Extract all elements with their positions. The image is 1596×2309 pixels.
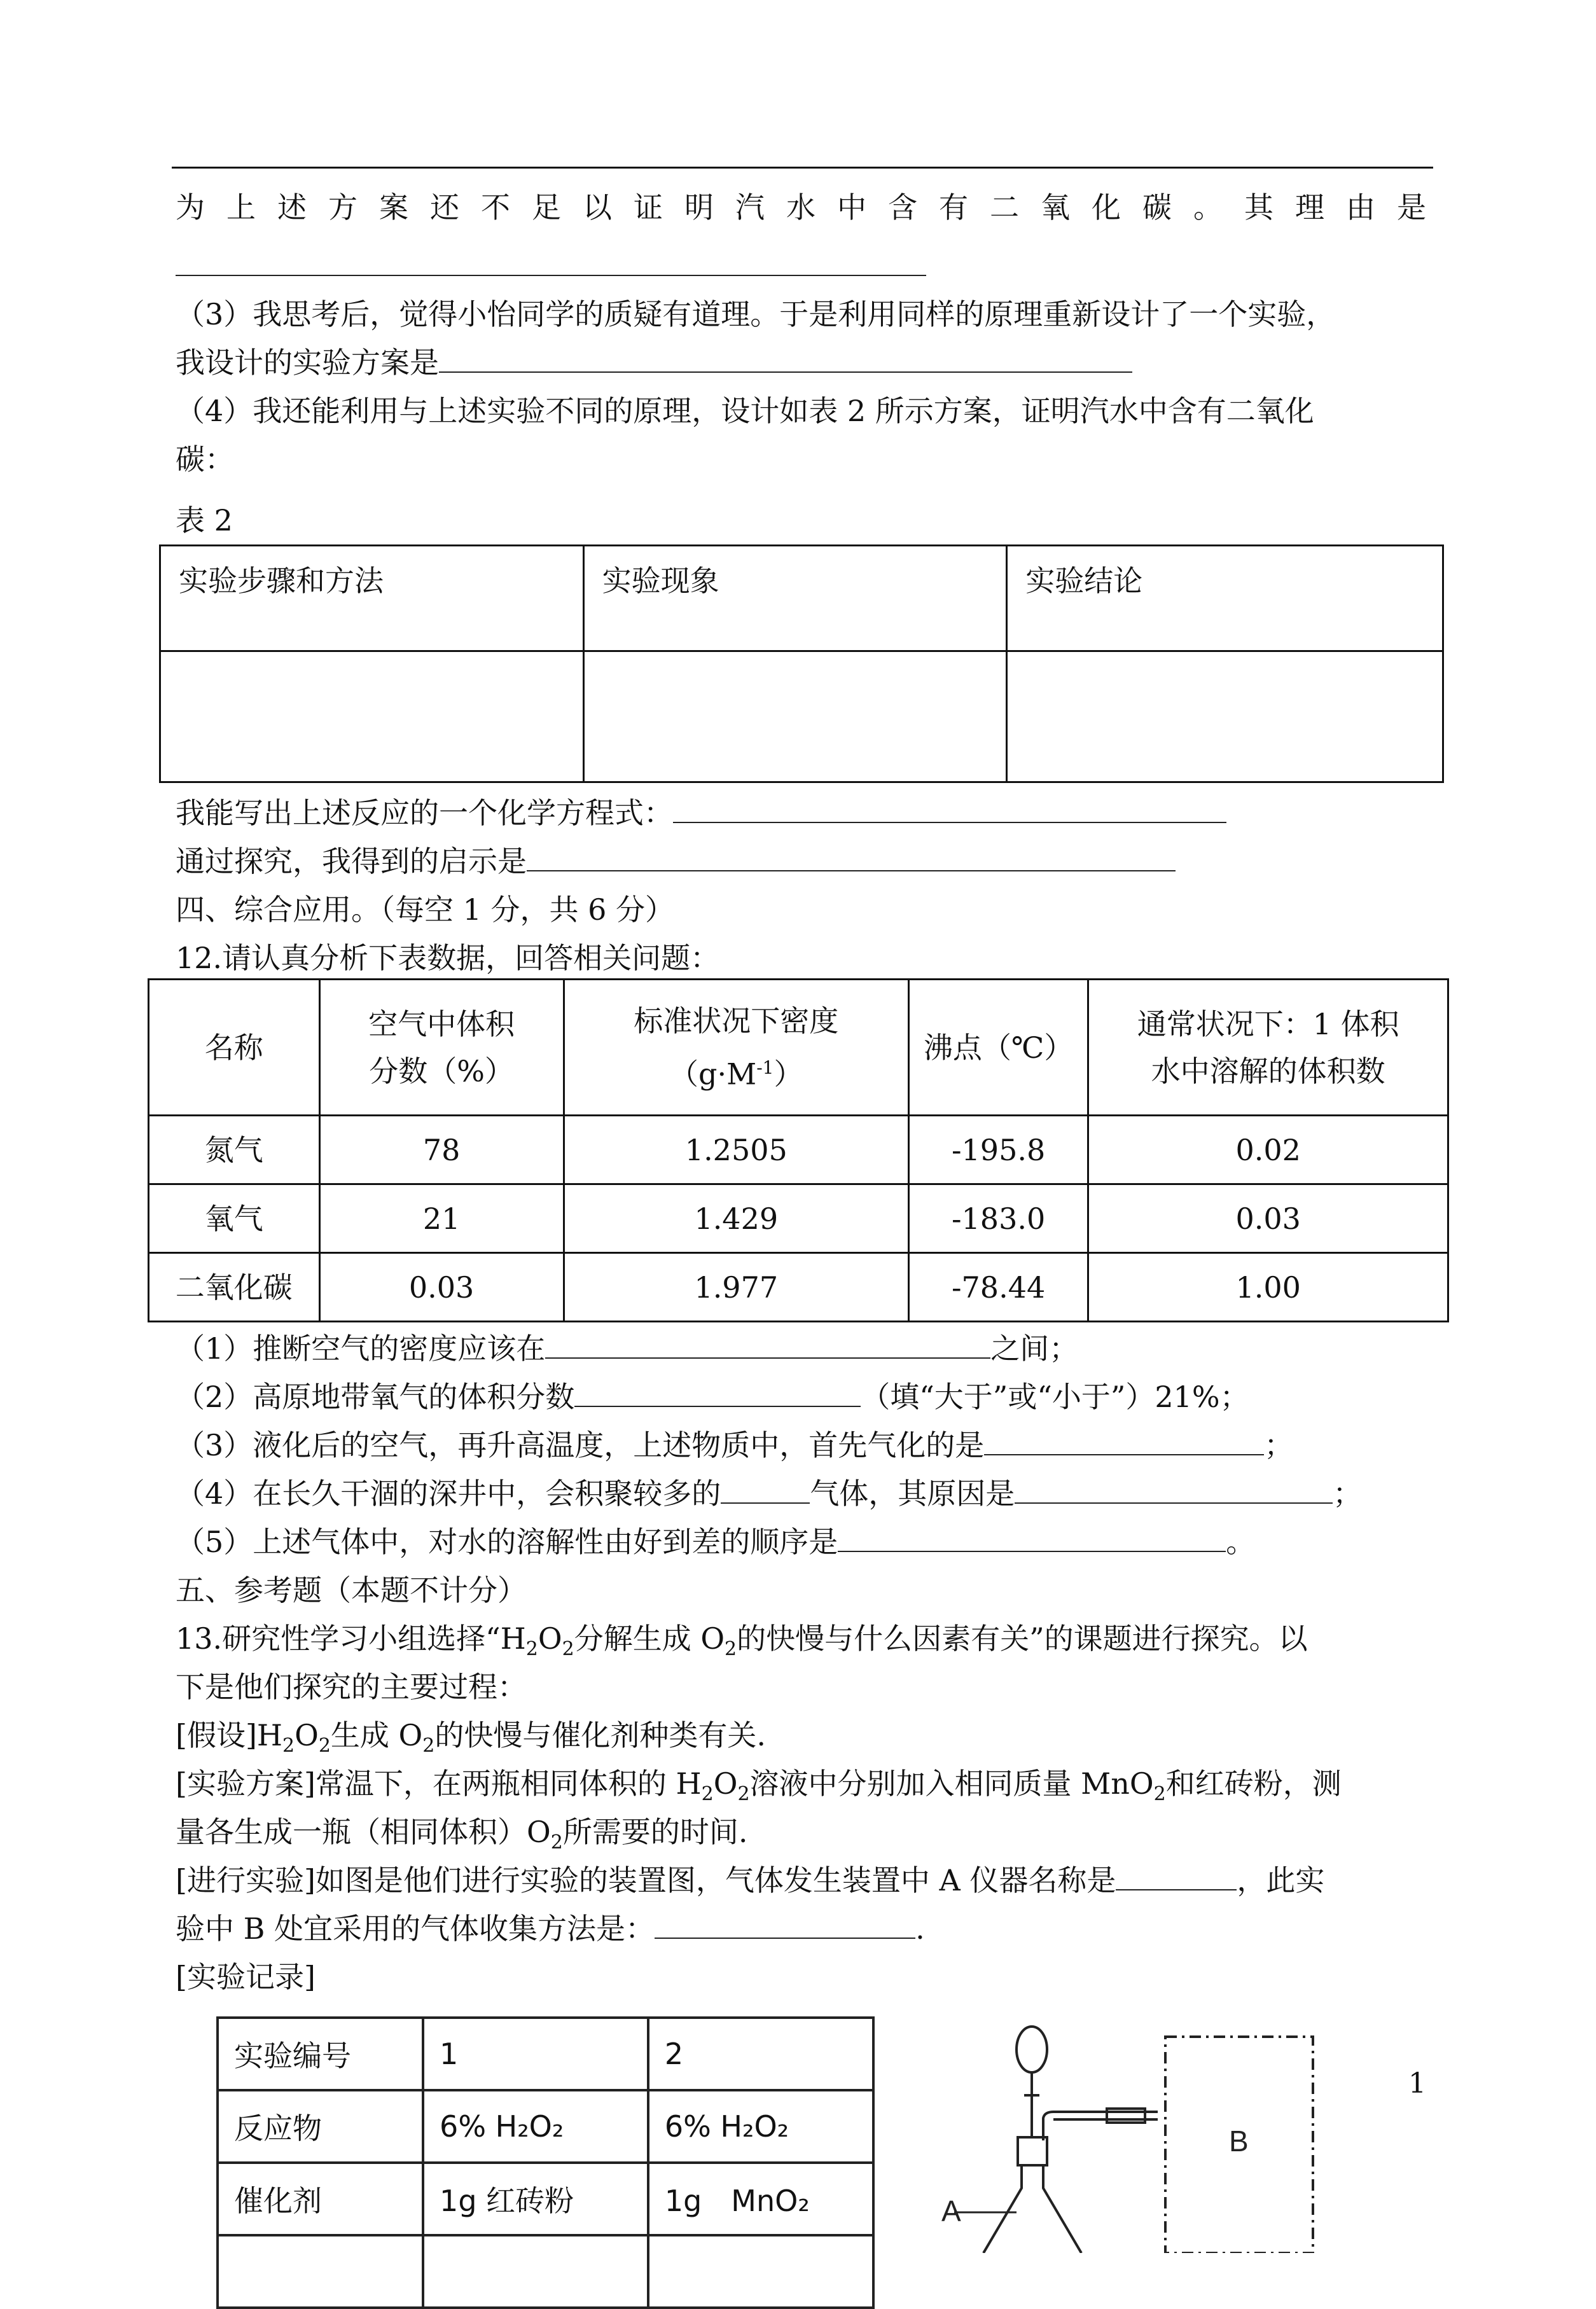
row-density: 1.977 [564, 1253, 908, 1322]
record-label: 反应物 [218, 2090, 423, 2163]
row-volume: 21 [319, 1184, 564, 1253]
table2-cell-blank[interactable] [583, 651, 1007, 782]
row-density: 1.2505 [564, 1116, 908, 1184]
flask-left-wall [983, 2165, 1022, 2253]
table-row [149, 1253, 1448, 1322]
equation-line: 我能写出上述反应的一个化学方程式： [176, 789, 1226, 837]
gas-data-table [148, 978, 1449, 1322]
table-row [149, 1184, 1448, 1253]
table2-cell-blank[interactable] [1007, 651, 1443, 782]
row-boiling: -183.0 [908, 1184, 1088, 1253]
experiment-record-table [216, 2016, 875, 2309]
answer-blank[interactable] [527, 841, 1176, 871]
table2-title: 表 2 [176, 503, 233, 537]
table2-header-conclusion: 实验结论 [1007, 546, 1443, 651]
table2-cell-blank[interactable] [160, 651, 584, 782]
row-volume: 78 [319, 1116, 564, 1184]
answer-blank[interactable] [574, 1376, 861, 1407]
row-name: 二氧化碳 [149, 1253, 320, 1322]
record-cell [423, 2235, 648, 2308]
row-solubility: 1.00 [1088, 1253, 1448, 1322]
q11-line-4: 我设计的实验方案是 [176, 338, 1132, 387]
q12-part-2: （2）高原地带氧气的体积分数 （填“大于”或“小于”）21%； [176, 1373, 1249, 1421]
q13-line-1: 13.研究性学习小组选择“$H_2O_2$分解生成 $O_2$的快慢与什么因素有关”的课题进行探究。以 [176, 1621, 1308, 1661]
q13-record-heading: [实验记录] [176, 1960, 316, 1994]
q11-line-3: （3）我思考后，觉得小怡同学的质疑有道理。于是利用同样的原理重新设计了一个实验， [176, 297, 1336, 331]
record-label [218, 2235, 423, 2308]
stopper [1018, 2137, 1047, 2165]
row-solubility: 0.03 [1088, 1184, 1448, 1253]
row-volume: 0.03 [319, 1253, 564, 1322]
row-density: 1.429 [564, 1184, 908, 1253]
q13-plan-2: 量各生成一瓶（相同体积）$O_2$所需要的时间. [176, 1815, 748, 1854]
row-boiling: -195.8 [908, 1116, 1088, 1184]
header-density: 标准状况下密度 $(g\cdot M^{-1})$ [564, 980, 908, 1116]
q11-line-1: 为上述方案还不足以证明汽水中含有二氧化碳。其理由是 [176, 190, 1448, 225]
header-boiling: 沸点（℃） [908, 980, 1088, 1116]
insight-line: 通过探究，我得到的启示是 [176, 837, 1176, 885]
answer-blank[interactable] [439, 342, 1132, 373]
record-cell: 6% H₂O₂ [648, 2090, 873, 2163]
record-cell [648, 2235, 873, 2308]
q13-plan: [实验方案]常温下，在两瓶相同体积的 $H_2O_2$溶液中分别加入相同质量 MnO$_2$和红砖粉，测 [176, 1766, 1342, 1806]
q12-part-4: （4）在长久干涸的深井中，会积聚较多的 气体，其原因是 ； [176, 1469, 1362, 1518]
header-rule [172, 167, 1433, 169]
answer-blank[interactable] [721, 1473, 810, 1504]
row-solubility: 0.02 [1088, 1116, 1448, 1184]
section-4-heading: 四、综合应用。（每空 1 分，共 6 分） [176, 892, 675, 927]
q12-intro: 12.请认真分析下表数据，回答相关问题： [176, 941, 720, 975]
table-row [149, 1116, 1448, 1184]
record-cell: 1 [423, 2018, 648, 2090]
label-b: B [1229, 2125, 1249, 2158]
answer-blank[interactable] [1015, 1473, 1333, 1504]
record-cell: 1g MnO₂ [648, 2163, 873, 2235]
answer-blank[interactable] [984, 1425, 1264, 1455]
header-solubility: 通常状况下：1 体积 水中溶解的体积数 [1088, 980, 1448, 1116]
record-cell: 1g 红砖粉 [423, 2163, 648, 2235]
label-a: A [941, 2195, 961, 2228]
q11-line-5: （4）我还能利用与上述实验不同的原理，设计如表 2 所示方案，证明汽水中含有二氧化 [176, 394, 1314, 428]
answer-blank[interactable] [673, 793, 1226, 823]
q13-line-2: 下是他们探究的主要过程： [176, 1670, 527, 1704]
record-cell: 6% H₂O₂ [423, 2090, 648, 2163]
q11-line-6: 碳： [176, 442, 234, 476]
delivery-tube [1043, 2112, 1158, 2140]
flask-right-wall [1043, 2165, 1081, 2253]
answer-blank[interactable] [1116, 1860, 1237, 1890]
table2-header-phenomena: 实验现象 [583, 546, 1007, 651]
q13-experiment-2: 验中 B 处宜采用的气体收集方法是： . [176, 1904, 925, 1953]
table-2 [159, 544, 1444, 783]
page-number: 1 [1408, 2067, 1426, 2100]
q13-hypothesis: [假设]$H_2O_2$生成 $O_2$的快慢与催化剂种类有关. [176, 1718, 766, 1758]
section-5-heading: 五、参考题（本题不计分） [176, 1573, 527, 1607]
q12-part-1: （1）推断空气的密度应该在 之间； [176, 1324, 1078, 1373]
header-volume: 空气中体积 分数（%） [319, 980, 564, 1116]
q11-line-2 [176, 242, 926, 290]
q12-part-5: （5）上述气体中，对水的溶解性由好到差的顺序是 。 [176, 1518, 1255, 1566]
q13-experiment: [进行实验]如图是他们进行实验的装置图，气体发生装置中 A 仪器名称是 ，此实 [176, 1856, 1324, 1904]
row-name: 氧气 [149, 1184, 320, 1253]
q12-part-3: （3）液化后的空气，再升高温度，上述物质中，首先气化的是 ； [176, 1421, 1293, 1469]
row-name: 氮气 [149, 1116, 320, 1184]
table2-header-steps: 实验步骤和方法 [160, 546, 584, 651]
gas-generation-apparatus-diagram [941, 2010, 1361, 2253]
funnel-bulb [1017, 2027, 1047, 2072]
answer-blank[interactable] [545, 1328, 990, 1359]
row-boiling: -78.44 [908, 1253, 1088, 1322]
record-cell: 2 [648, 2018, 873, 2090]
answer-blank[interactable] [655, 1908, 915, 1939]
answer-blank[interactable] [176, 246, 926, 276]
header-name: 名称 [149, 980, 320, 1116]
answer-blank[interactable] [838, 1522, 1226, 1552]
record-label: 催化剂 [218, 2163, 423, 2235]
record-label: 实验编号 [218, 2018, 423, 2090]
